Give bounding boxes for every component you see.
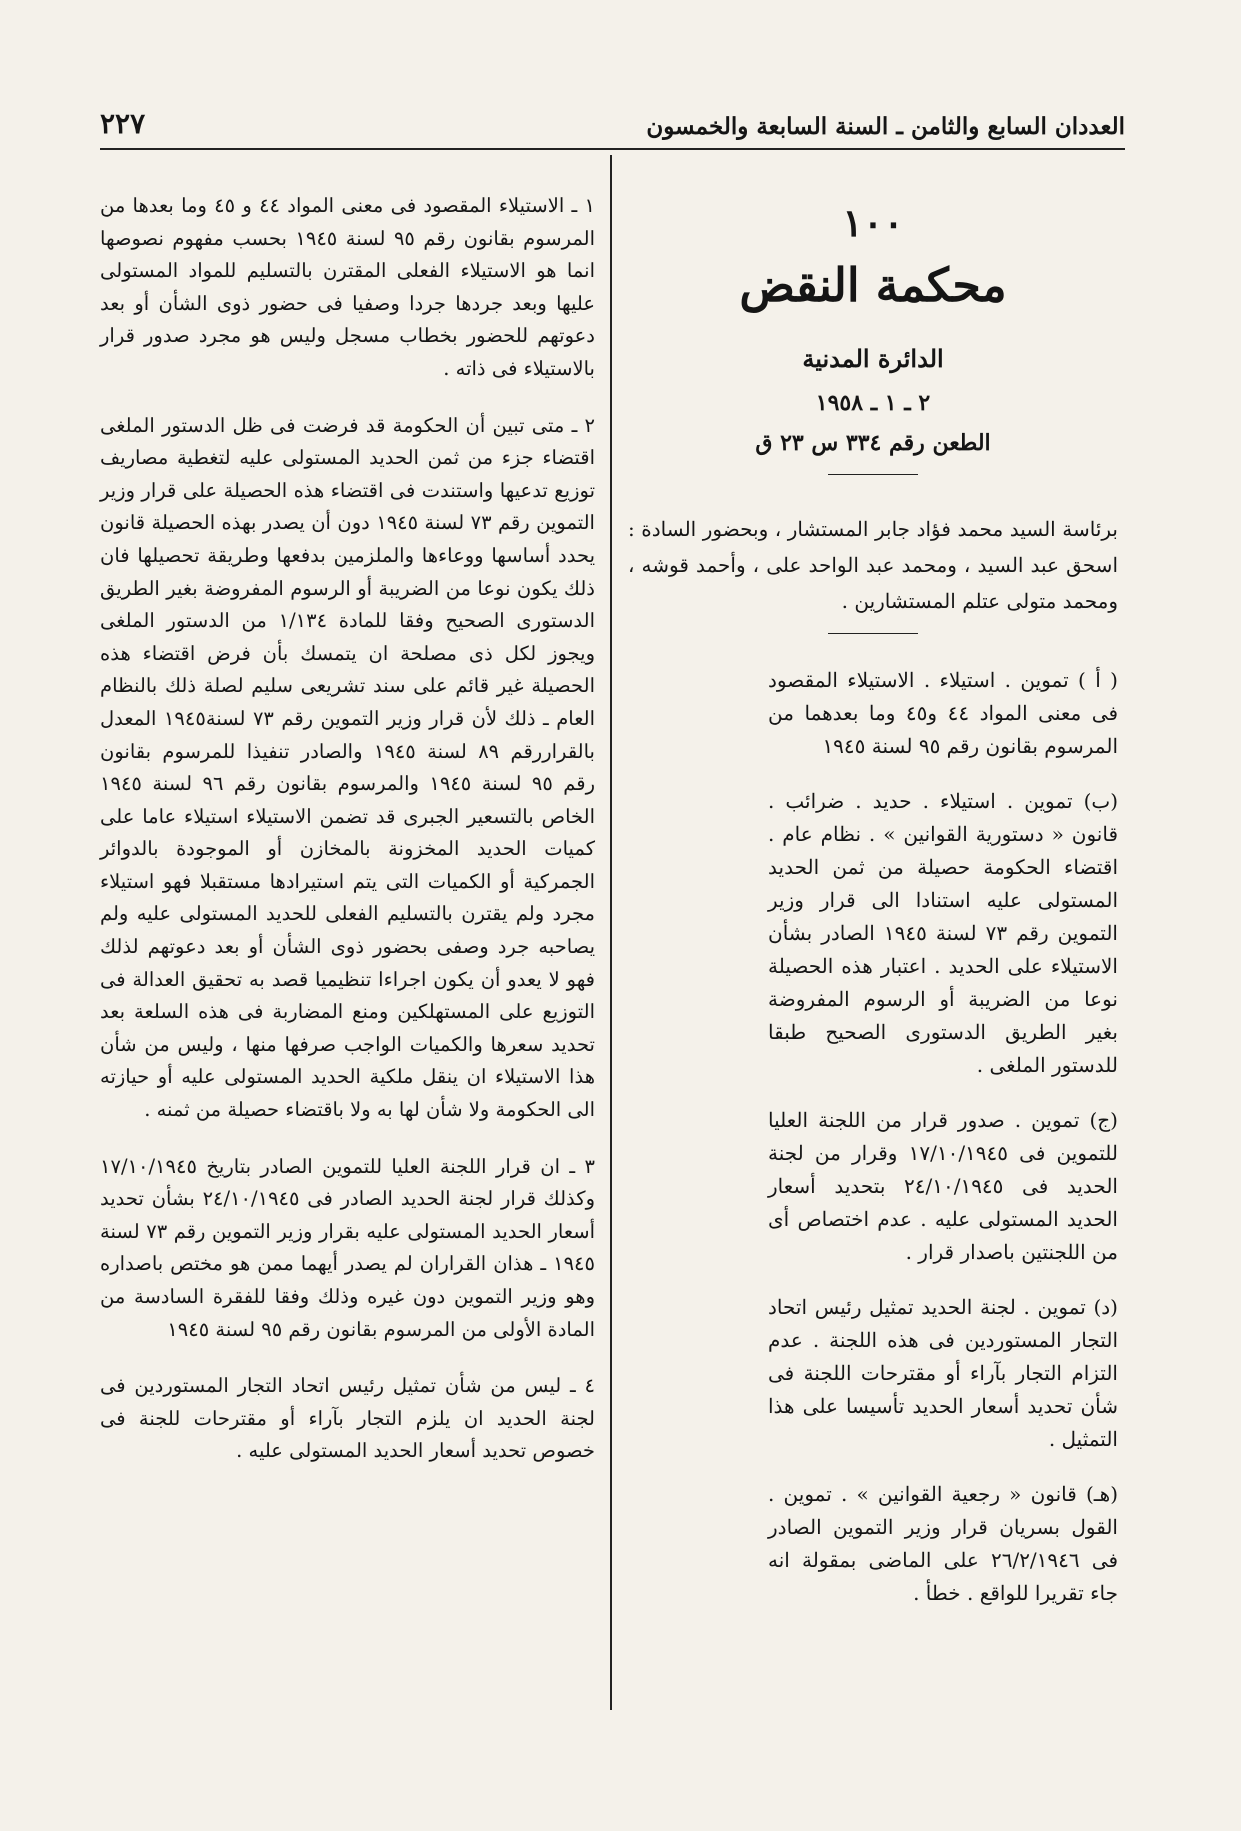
summary-item-c: (ج) تموين . صدور قرار من اللجنة العليا للتموين فى ١٧/١٠/١٩٤٥ وقرار من لجنة الحديد فى ٢٤/١٠/١٩٤٥ بتحديد أسعار الحديد المستولى عليه . عدم اختصاص أى من اللجنتين باصدار قرار . [768,1108,1118,1264]
principles-column [100,190,595,1492]
principle-3: ٣ ـ ان قرار اللجنة العليا للتموين الصادر بتاريخ ١٧/١٠/١٩٤٥ وكذلك قرار لجنة الحديد الصادر فى ٢٤/١٠/١٩٤٥ بشأن تحديد أسعار الحديد المستولى عليه بقرار وزير التموين رقم ٧٣ لسنة ١٩٤٥ ـ هذان القراران لم يصدر أيهما ممن هو مختص باصداره وهو وزير التموين دون غيره وذلك وفقا للفقرة السادسة من المادة الأولى من المرسوم بقانون رقم ٩٥ لسنة ١٩٤٥ [100,1154,595,1341]
journal-issue-title: العددان السابع والثامن ـ السنة السابعة والخمسون [646,113,1125,140]
column-divider [610,155,612,1710]
summary-item-d: (د) تموين . لجنة الحديد تمثيل رئيس اتحاد التجار المستوردين فى هذه اللجنة . عدم التزام التجار بآراء أو مقترحات اللجنة فى شأن تحديد أسعار الحديد تأسيسا على هذا التمثيل . [768,1295,1118,1451]
case-date: ٢ ـ ١ ـ ١٩٥٨ [815,390,931,416]
chamber-name: الدائرة المدنية [802,344,944,373]
principle-1: ١ ـ الاستيلاء المقصود فى معنى المواد ٤٤ و ٤٥ وما بعدها من المرسوم بقانون رقم ٩٥ لسنة ١٩٤٥ بحسب مفهوم نصوصها انما هو الاستيلاء الفعلى المقترن بالتسليم للمواد المستولى عليها وبعد جردها جردا وصفيا فى حضور ذوى الشأن أو بعد دعوتهم للحضور بخطاب مسجل وليس هو مجرد صدور قرار بالاستيلاء فى ذاته . [100,194,596,380]
court-name: محكمة النقض [739,258,1007,312]
page-header [100,100,1125,140]
presidency-paragraph: برئاسة السيد محمد فؤاد جابر المستشار ، وبحضور السادة : اسحق عبد السيد ، ومحمد عبد الواحد على ، وأحمد قوشه ، ومحمد متولى عتلم المستشارين . [628,517,1118,613]
page-number: ٢٢٧ [100,107,146,140]
principle-2: ٢ ـ متى تبين أن الحكومة قد فرضت فى ظل الدستور الملغى اقتضاء جزء من ثمن الحديد المستولى عليه لتغطية مصاريف توزيع تدعيها واستندت فى اقتضاء هذه الحصيلة على قرار وزير التموين رقم ٧٣ لسنة ١٩٤٥ دون أن يصدر بهذه الحصيلة قانون يحدد أساسها ووعاءها والملزمين بدفعها وطريقة تحصيلها فان ذلك يكون نوعا من الضريبة أو الرسوم المفروضة بغير الطريق الدستورى الصحيح وفقا للمادة ١/١٣٤ من الدستور الملغى ويجوز لكل ذى مصلحة ان يتمسك بأن فرض اقتضاء هذه الحصيلة غير قائم على سند تشريعى سليم لصلة ذلك بالنظام العام ـ ذلك لأن قرار وزير التموين رقم ٧٣ لسنة١٩٤٥ المعدل بالقراررقم ٨٩ لسنة ١٩٤٥ والصادر تنفيذا للمرسوم بقانون رقم ٩٥ لسنة ١٩٤٥ والمرسوم بقانون رقم ٩٦ لسنة ١٩٤٥ الخاص بالتسعير الجبرى قد تضمن الاستيلاء استيلاء عاما على كميات الحديد المخزونة بالمخازن أو الموجودة بالدوائر الجمركية أو الكميات التى يتم استيرادها مستقبلا فهو استيلاء مجرد ولم يقترن بالتسليم الفعلى للحديد المستولى عليه ولم يصاحبه جرد وصفى بحضور ذوى الشأن أو بعد دعوتهم لذلك فهو لا يعدو أن يكون اجراءا تنظيميا قصد به تحقيق العدالة فى التوزيع على المستهلكين ومنع المضاربة فى هذه السلعة بعد تحديد سعرها والكميات الواجب صرفها منها ، وليس من شأن هذا الاستيلاء ان ينقل ملكية الحديد المستولى عليه أو حيازته الى الحكومة ولا شأن لها به ولا باقتضاء حصيلة من ثمنه . [100,413,596,1122]
summary-item-b: (ب) تموين . استيلاء . حديد . ضرائب . قانون « دستورية القوانين » . نظام عام . اقتضاء الحكومة حصيلة من ثمن الحديد المستولى عليه استنادا الى قرار وزير التموين رقم ٧٣ لسنة ١٩٤٥ الصادر بشأن الاستيلاء على الحديد . اعتبار هذه الحصيلة نوعا من الضريبة أو الرسوم المفروضة بغير الطريق الدستورى الصحيح طبقا للدستور الملغى . [768,789,1118,1077]
principle-4: ٤ ـ ليس من شأن تمثيل رئيس اتحاد التجار المستوردين فى لجنة الحديد ان يلزم التجار بآراء أو مقترحات للجنة فى خصوص تحديد أسعار الحديد المستولى عليه . [100,1374,595,1463]
section-rule [828,474,918,475]
header-rule [100,148,1125,150]
appeal-number: الطعن رقم ٣٣٤ س ٢٣ ق [755,430,991,456]
summary-item-a: ( أ ) تموين . استيلاء . الاستيلاء المقصود فى معنى المواد ٤٤ و٤٥ وما بعدهما من المرسوم بقانون رقم ٩٥ لسنة ١٩٤٥ [768,668,1118,758]
section-rule [828,633,918,634]
case-header-column [628,200,1118,1632]
summary-item-e: (هـ) قانون « رجعية القوانين » . تموين . القول بسريان قرار وزير التموين الصادر فى ٢٦/٢/١٩٤٦ على الماضى بمقولة انه جاء تقريرا للواقع . خطأ . [768,1482,1119,1605]
case-number: ١٠٠ [842,200,904,245]
